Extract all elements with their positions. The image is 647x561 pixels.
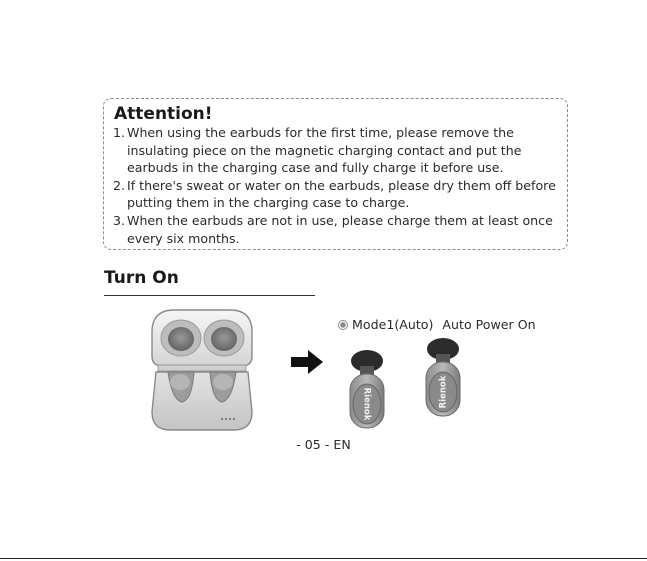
attention-item-text: When the earbuds are not in use, please charge them at least once every six months. (127, 212, 553, 246)
right-earbud-icon (418, 336, 468, 418)
attention-item-2 (113, 177, 565, 212)
footer-divider (0, 558, 647, 559)
left-earbud-icon (342, 348, 392, 430)
attention-item-text: When using the earbuds for the first time, please remove the insulating piece on the magnetic charging contact and put the earbuds in the charging case and fully charge it before use. (127, 125, 522, 176)
section-underline (104, 295, 315, 296)
attention-title: Attention! (114, 104, 213, 124)
attention-item-number: 3. (113, 212, 126, 228)
attention-item-3 (113, 212, 565, 247)
radio-dot-icon (338, 320, 348, 330)
earbud-logo: Rienok (361, 387, 372, 421)
attention-item-number: 2. (113, 177, 126, 193)
turn-on-title: Turn On (104, 268, 179, 288)
page-number: - 05 - EN (296, 437, 351, 452)
mode-row (338, 317, 536, 332)
attention-item-text: If there's sweat or water on the earbuds, please dry them off before putting them in the charging case to charge. (127, 177, 556, 211)
mode-label: Mode1(Auto) (352, 317, 434, 332)
charging-case-icon (148, 308, 256, 434)
attention-item-number: 1. (113, 125, 126, 140)
mode-description: Auto Power On (442, 317, 536, 332)
attention-item-1 (113, 124, 565, 177)
earbud-logo: Rienok (438, 375, 449, 409)
attention-list (113, 124, 565, 247)
right-arrow-icon (290, 349, 324, 375)
